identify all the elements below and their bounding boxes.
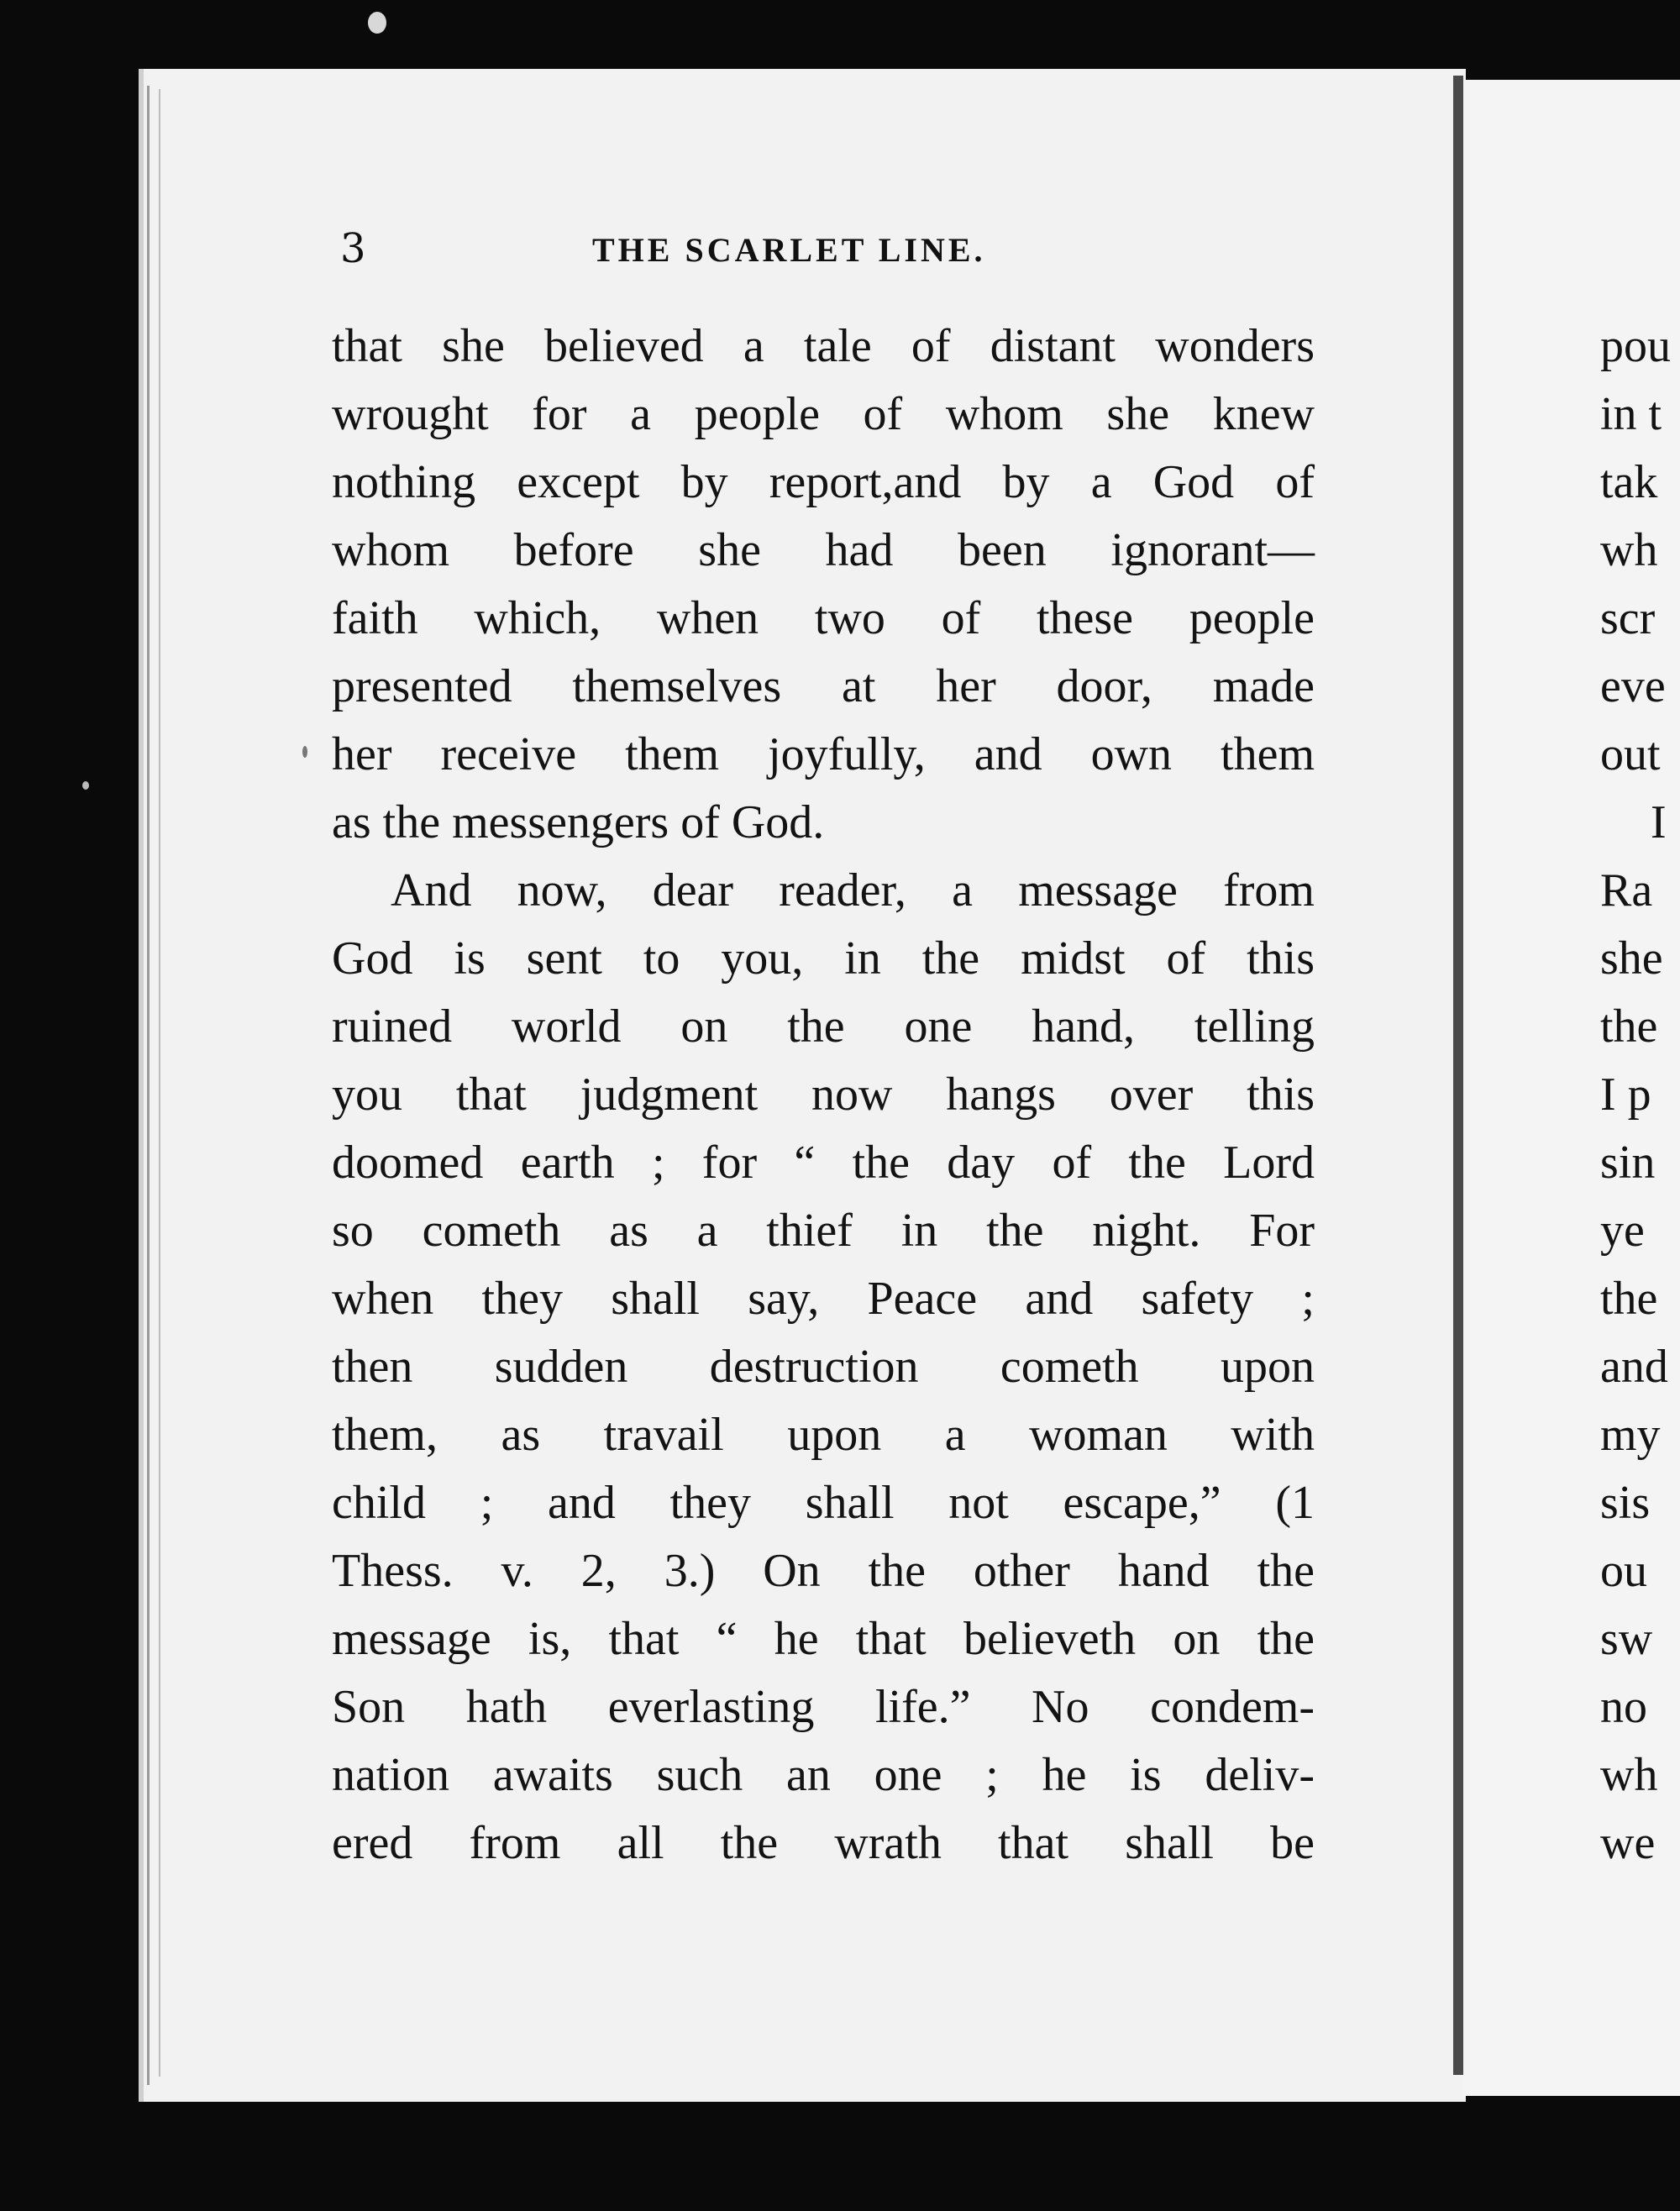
fragment-line: out (1600, 728, 1661, 780)
left-page-text (332, 312, 1315, 1878)
text-line: doomed earth ; for “ the day of the Lord (332, 1137, 1315, 1189)
text-line: when they shall say, Peace and safety ; (332, 1273, 1315, 1325)
text-line: God is sent to you, in the midst of this (332, 932, 1315, 985)
text-line: ered from all the wrath that shall be (332, 1817, 1315, 1869)
fragment-line: my (1600, 1409, 1661, 1461)
fragment-line: she (1600, 932, 1663, 985)
fragment-line: we (1600, 1817, 1656, 1869)
running-title: THE SCARLET LINE. (592, 231, 986, 269)
fragment-line: sin (1600, 1137, 1656, 1189)
fragment-line: scr (1600, 592, 1656, 644)
text-line: whom before she had been ignorant— (332, 524, 1315, 576)
fragment-line: in t (1600, 388, 1662, 440)
scan-speck (368, 12, 386, 34)
text-line: you that judgment now hangs over this (332, 1069, 1315, 1121)
fragment-line: I (1651, 796, 1667, 848)
text-line: ruined world on the one hand, telling (332, 1000, 1315, 1053)
scan-speck (302, 746, 307, 758)
text-line: them, as travail upon a woman with (332, 1409, 1315, 1461)
fragment-line: ou (1600, 1545, 1647, 1597)
fragment-line: Ra (1600, 864, 1653, 916)
text-line: nation awaits such an one ; he is deliv- (332, 1749, 1315, 1801)
text-line: presented themselves at her door, made (332, 660, 1315, 712)
right-page-text-fragments (1600, 312, 1680, 1878)
text-line: as the messengers of God. (332, 796, 825, 848)
text-line: Son hath everlasting life.” No condem- (332, 1681, 1315, 1733)
text-line: And now, dear reader, a message from (391, 864, 1315, 916)
text-line: then sudden destruction cometh upon (332, 1341, 1315, 1393)
page-edge-line (159, 89, 160, 2077)
scan-speck (82, 781, 89, 790)
text-line: Thess. v. 2, 3.) On the other hand the (332, 1545, 1315, 1597)
text-line: wrought for a people of whom she knew (332, 388, 1315, 440)
fragment-line: I p (1600, 1069, 1651, 1121)
text-line: that she believed a tale of distant wonders (332, 320, 1315, 372)
text-line: message is, that “ he that believeth on the (332, 1613, 1315, 1665)
fragment-line: sis (1600, 1477, 1651, 1529)
page-edge-line (147, 86, 150, 2085)
fragment-line: wh (1600, 1749, 1658, 1801)
fragment-line: eve (1600, 660, 1666, 712)
fragment-line: no (1600, 1681, 1647, 1733)
page-number: 3 (340, 225, 366, 272)
text-line: so cometh as a thief in the night. For (332, 1205, 1315, 1257)
fragment-line: pou (1600, 320, 1671, 372)
fragment-line: tak (1600, 456, 1658, 508)
fragment-line: ye (1600, 1205, 1645, 1257)
text-line: child ; and they shall not escape,” (1 (332, 1477, 1315, 1529)
book-gutter (1453, 76, 1463, 2075)
fragment-line: sw (1600, 1613, 1653, 1665)
fragment-line: and (1600, 1341, 1668, 1393)
text-line: her receive them joyfully, and own them (332, 728, 1315, 780)
fragment-line: the (1600, 1000, 1658, 1053)
fragment-line: wh (1600, 524, 1658, 576)
running-head (340, 225, 1365, 276)
text-line: faith which, when two of these people (332, 592, 1315, 644)
fragment-line: the (1600, 1273, 1658, 1325)
text-line: nothing except by report,and by a God of (332, 456, 1315, 508)
